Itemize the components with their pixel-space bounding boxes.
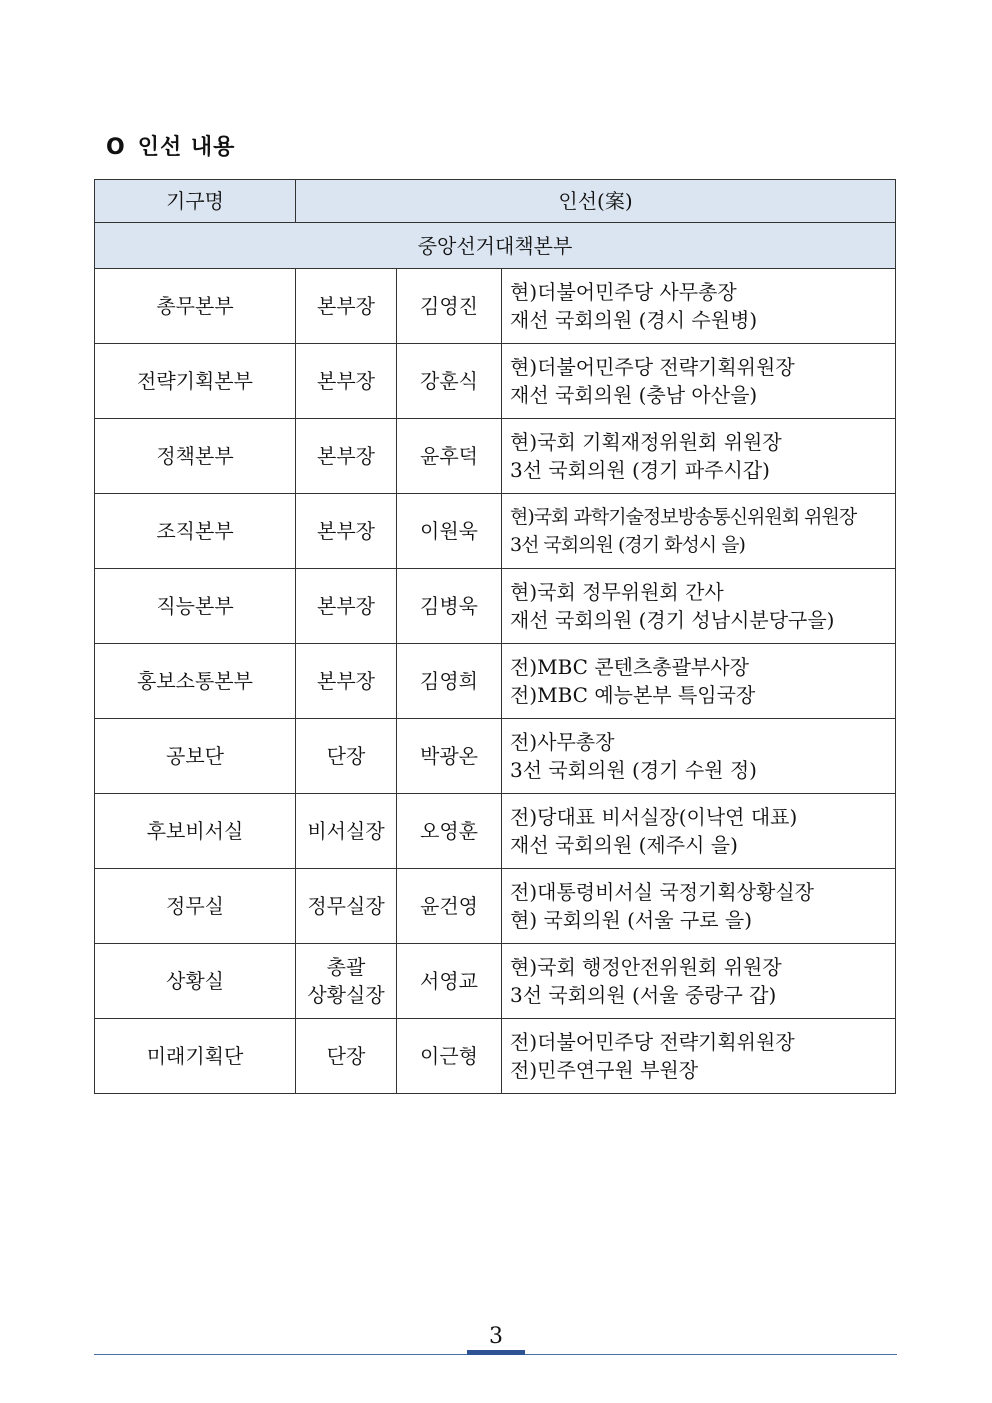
bullet-marker: O bbox=[106, 135, 126, 160]
table-row bbox=[95, 944, 896, 1019]
career-line-2: 전)민주연구원 부원장 bbox=[510, 1058, 699, 1082]
career-line-2: 3선 국회의원 (서울 중랑구 갑) bbox=[510, 983, 777, 1007]
org-cell: 직능본부 bbox=[95, 569, 296, 644]
table-section-row bbox=[95, 223, 896, 269]
career-cell bbox=[502, 944, 896, 1019]
org-cell: 정책본부 bbox=[95, 419, 296, 494]
title-cell: 본부장 bbox=[296, 344, 397, 419]
career-cell bbox=[502, 569, 896, 644]
section-title: 중앙선거대책본부 bbox=[95, 223, 896, 269]
career-cell bbox=[502, 644, 896, 719]
career-cell bbox=[502, 719, 896, 794]
career-line-1: 전)사무총장 bbox=[510, 730, 615, 754]
table-row bbox=[95, 719, 896, 794]
org-cell: 후보비서실 bbox=[95, 794, 296, 869]
name-cell: 이원욱 bbox=[397, 494, 502, 569]
title-cell: 본부장 bbox=[296, 419, 397, 494]
title-cell: 비서실장 bbox=[296, 794, 397, 869]
career-line-2: 3선 국회의원 (경기 화성시 을) bbox=[510, 534, 745, 556]
org-cell: 공보단 bbox=[95, 719, 296, 794]
org-cell: 총무본부 bbox=[95, 269, 296, 344]
title-cell: 본부장 bbox=[296, 494, 397, 569]
page-number: 3 bbox=[489, 1324, 503, 1349]
name-cell: 서영교 bbox=[397, 944, 502, 1019]
footer-accent-bar bbox=[467, 1350, 525, 1355]
table-row bbox=[95, 569, 896, 644]
org-cell: 전략기획본부 bbox=[95, 344, 296, 419]
org-cell: 조직본부 bbox=[95, 494, 296, 569]
name-cell: 김영희 bbox=[397, 644, 502, 719]
career-cell bbox=[502, 794, 896, 869]
org-cell: 홍보소통본부 bbox=[95, 644, 296, 719]
career-cell bbox=[502, 344, 896, 419]
title-cell: 본부장 bbox=[296, 644, 397, 719]
career-line-2: 3선 국회의원 (경기 수원 정) bbox=[510, 758, 757, 782]
career-line-2: 재선 국회의원 (제주시 을) bbox=[510, 833, 738, 857]
name-cell: 윤후덕 bbox=[397, 419, 502, 494]
name-cell: 김영진 bbox=[397, 269, 502, 344]
career-line-1: 현)더불어민주당 전략기획위원장 bbox=[510, 355, 795, 379]
career-line-2: 전)MBC 예능본부 특임국장 bbox=[510, 683, 756, 707]
career-cell bbox=[502, 1019, 896, 1094]
title-cell: 단장 bbox=[296, 719, 397, 794]
appointment-table bbox=[94, 179, 896, 1094]
table-row bbox=[95, 419, 896, 494]
section-heading bbox=[106, 130, 235, 161]
org-cell: 정무실 bbox=[95, 869, 296, 944]
career-line-2: 재선 국회의원 (충남 아산을) bbox=[510, 383, 758, 407]
name-cell: 박광온 bbox=[397, 719, 502, 794]
table-header-row bbox=[95, 180, 896, 223]
name-cell: 이근형 bbox=[397, 1019, 502, 1094]
table-row bbox=[95, 794, 896, 869]
table-row bbox=[95, 644, 896, 719]
career-line-2: 재선 국회의원 (경기 성남시분당구을) bbox=[510, 608, 835, 632]
career-line-1: 전)당대표 비서실장(이낙연 대표) bbox=[510, 805, 798, 829]
career-cell bbox=[502, 419, 896, 494]
org-cell: 상황실 bbox=[95, 944, 296, 1019]
header-org: 기구명 bbox=[95, 180, 296, 223]
career-line-1: 전)MBC 콘텐츠총괄부사장 bbox=[510, 655, 749, 679]
table-row bbox=[95, 269, 896, 344]
career-line-1: 현)더불어민주당 사무총장 bbox=[510, 280, 737, 304]
name-cell: 오영훈 bbox=[397, 794, 502, 869]
career-line-1: 전)더불어민주당 전략기획위원장 bbox=[510, 1030, 795, 1054]
career-line-1: 현)국회 기획재정위원회 위원장 bbox=[510, 430, 782, 454]
career-line-1: 현)국회 행정안전위원회 위원장 bbox=[510, 955, 782, 979]
career-line-1: 현)국회 정무위원회 간사 bbox=[510, 580, 724, 604]
career-line-2: 3선 국회의원 (경기 파주시갑) bbox=[510, 458, 770, 482]
header-appointment: 인선(案) bbox=[296, 180, 896, 223]
career-line-2: 재선 국회의원 (경시 수원병) bbox=[510, 308, 758, 332]
table-row bbox=[95, 869, 896, 944]
title-cell: 정무실장 bbox=[296, 869, 397, 944]
name-cell: 윤건영 bbox=[397, 869, 502, 944]
title-line-2: 상황실장 bbox=[307, 983, 385, 1007]
career-line-1: 전)대통령비서실 국정기획상황실장 bbox=[510, 880, 814, 904]
name-cell: 강훈식 bbox=[397, 344, 502, 419]
title-cell: 본부장 bbox=[296, 269, 397, 344]
career-cell bbox=[502, 869, 896, 944]
title-cell: 본부장 bbox=[296, 569, 397, 644]
career-cell bbox=[502, 494, 896, 569]
org-cell: 미래기획단 bbox=[95, 1019, 296, 1094]
title-line-1: 총괄 bbox=[326, 955, 366, 979]
career-cell bbox=[502, 269, 896, 344]
table-row bbox=[95, 1019, 896, 1094]
career-line-2: 현) 국회의원 (서울 구로 을) bbox=[510, 908, 753, 932]
title-cell bbox=[296, 944, 397, 1019]
career-line-1: 현)국회 과학기술정보방송통신위원회 위원장 bbox=[510, 506, 857, 528]
heading-text: 인선 내용 bbox=[137, 135, 236, 160]
name-cell: 김병욱 bbox=[397, 569, 502, 644]
table-row bbox=[95, 494, 896, 569]
title-cell: 단장 bbox=[296, 1019, 397, 1094]
table-row bbox=[95, 344, 896, 419]
